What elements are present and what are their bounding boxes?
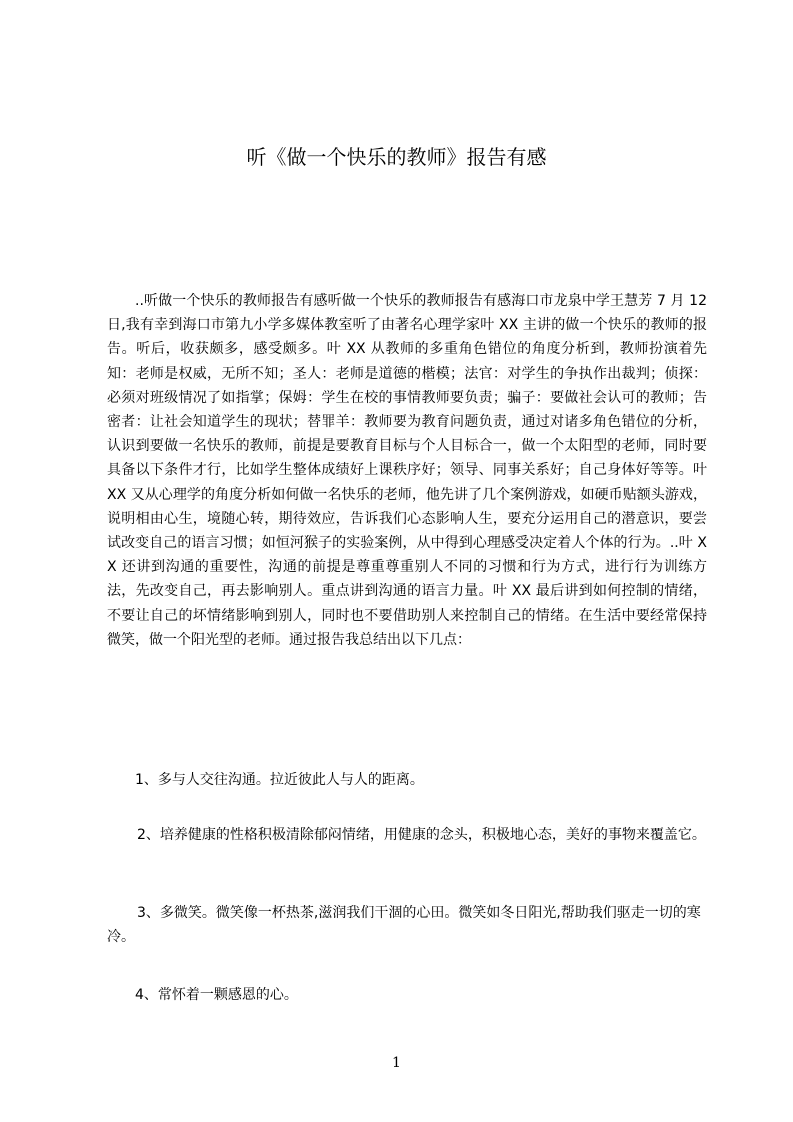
summary-point-3: 3、多微笑。微笑像一杯热茶,滋润我们干涸的心田。微笑如冬日阳光,帮助我们驱走一切的寒冷。 — [107, 905, 701, 946]
summary-point-4: 4、常怀着一颗感恩的心。 — [135, 987, 298, 1003]
page-number: 1 — [392, 1055, 401, 1071]
body-paragraph: ..听做一个快乐的教师报告有感听做一个快乐的教师报告有感海口市龙泉中学王慧芳 7 月 12 日,我有幸到海口市第九小学多媒体教室听了由著名心理学家叶 XX 主讲的做一个快乐的教师的报告。听后，收获颇多，感受颇多。叶 XX 从教师的多重角色错位的角度分析到，教师扮演着先知：老师是权威，无所不知；圣人：老师是道德的楷模；法官：对学生的争执作出裁判；侦探：必须对班级情况了如指掌；保姆：学生在校的事情教师要负责；骗子：要做社会认可的教师；告密者：让社会知道学生的现状；替罪羊：教师要为教育问题负责，通过对诸多角色错位的分析，认识到要做一名快乐的教师，前提是要教育目标与个人目标合一，做一个太阳型的老师，同时要具备以下条件才行，比如学生整体成绩好上课秩序好；领导、同事关系好；自己身体好等等。叶 XX 又从心理学的角度分析如何做一名快乐的老师，他先讲了几个案例游戏，如硬币贴额头游戏，说明相由心生，境随心转，期待效应，告诉我们心态影响人生，要充分运用自己的潜意识，要尝试改变自己的语言习惯；如恒河猴子的实验案例，从中得到心理感受决定着人个体的行为。..叶 XX 还讲到沟通的重要性，沟通的前提是尊重尊重别人不同的习惯和行为方式，进行行为训练方法，先改变自己，再去影响别人。重点讲到沟通的语言力量。叶 XX 最后讲到如何控制的情绪，不要让自己的坏情绪影响到别人，同时也不要借助别人来控制自己的情绪。在生活中要经常保持微笑，做一个阳光型的老师。通过报告我总结出以下几点： — [107, 293, 707, 648]
summary-point-2: 2、培养健康的性格积极清除郁闷情绪，用健康的念头，积极地心态，美好的事物来覆盖它。 — [137, 827, 706, 843]
summary-point-1: 1、多与人交往沟通。拉近彼此人与人的距离。 — [135, 772, 424, 788]
document-title: 听《做一个快乐的教师》报告有感 — [246, 145, 547, 169]
